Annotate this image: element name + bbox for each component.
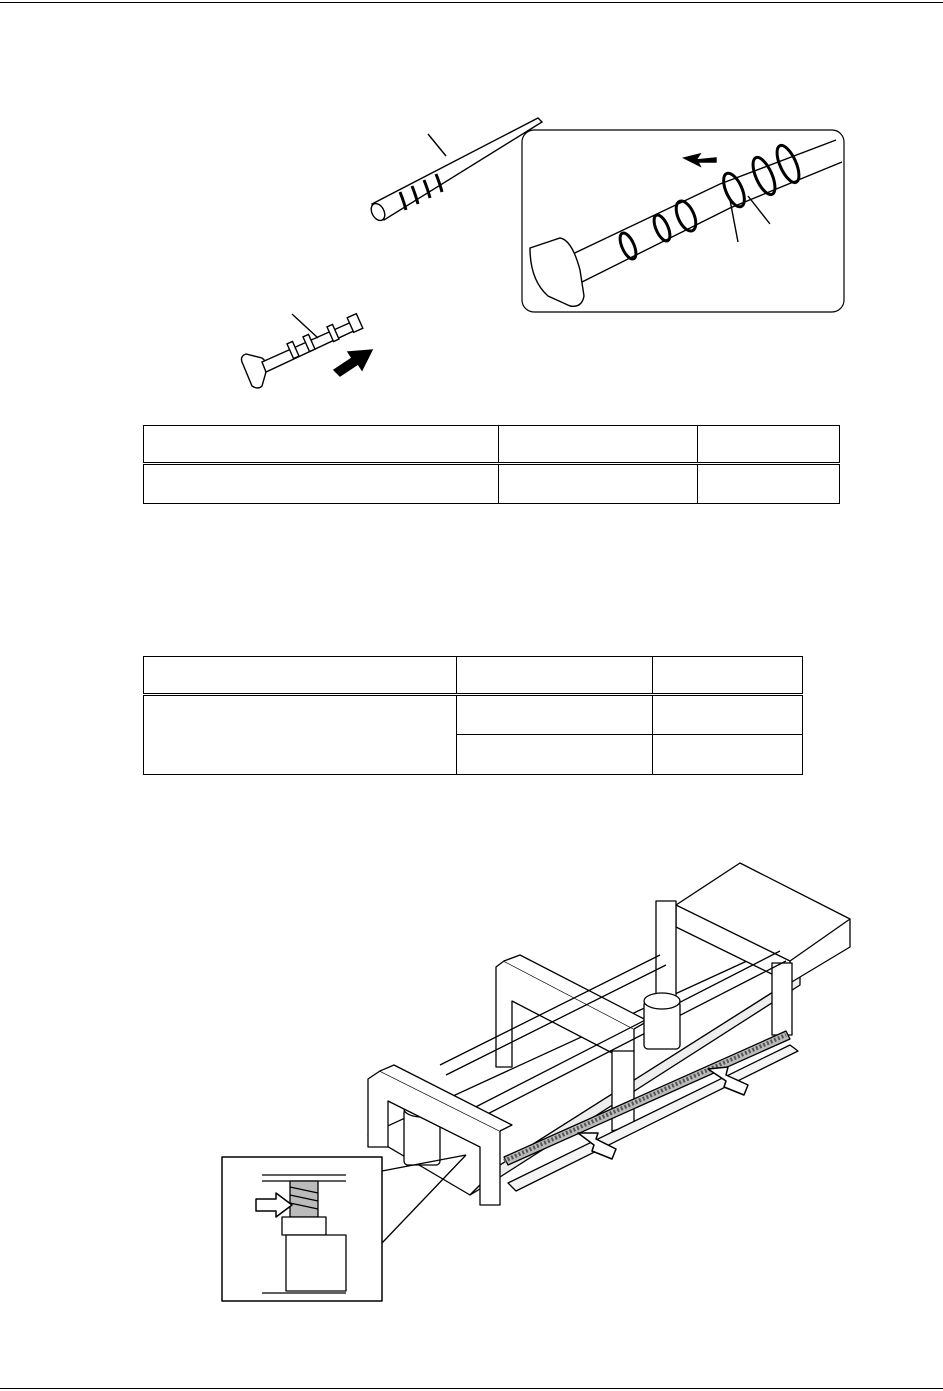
tool-handle-icon	[242, 354, 267, 388]
table-row	[144, 426, 840, 464]
table-row	[144, 657, 803, 695]
push-arrow-icon	[334, 350, 372, 376]
bottom-rule	[0, 1388, 943, 1389]
applicator-figure	[0, 100, 943, 430]
top-rule	[0, 2, 943, 3]
nozzle-icon	[372, 118, 542, 220]
machine-figure	[0, 855, 943, 1315]
table-row	[144, 464, 840, 504]
spec-table-1	[143, 425, 840, 504]
table-row	[144, 695, 803, 735]
spec-table-2	[143, 656, 803, 775]
